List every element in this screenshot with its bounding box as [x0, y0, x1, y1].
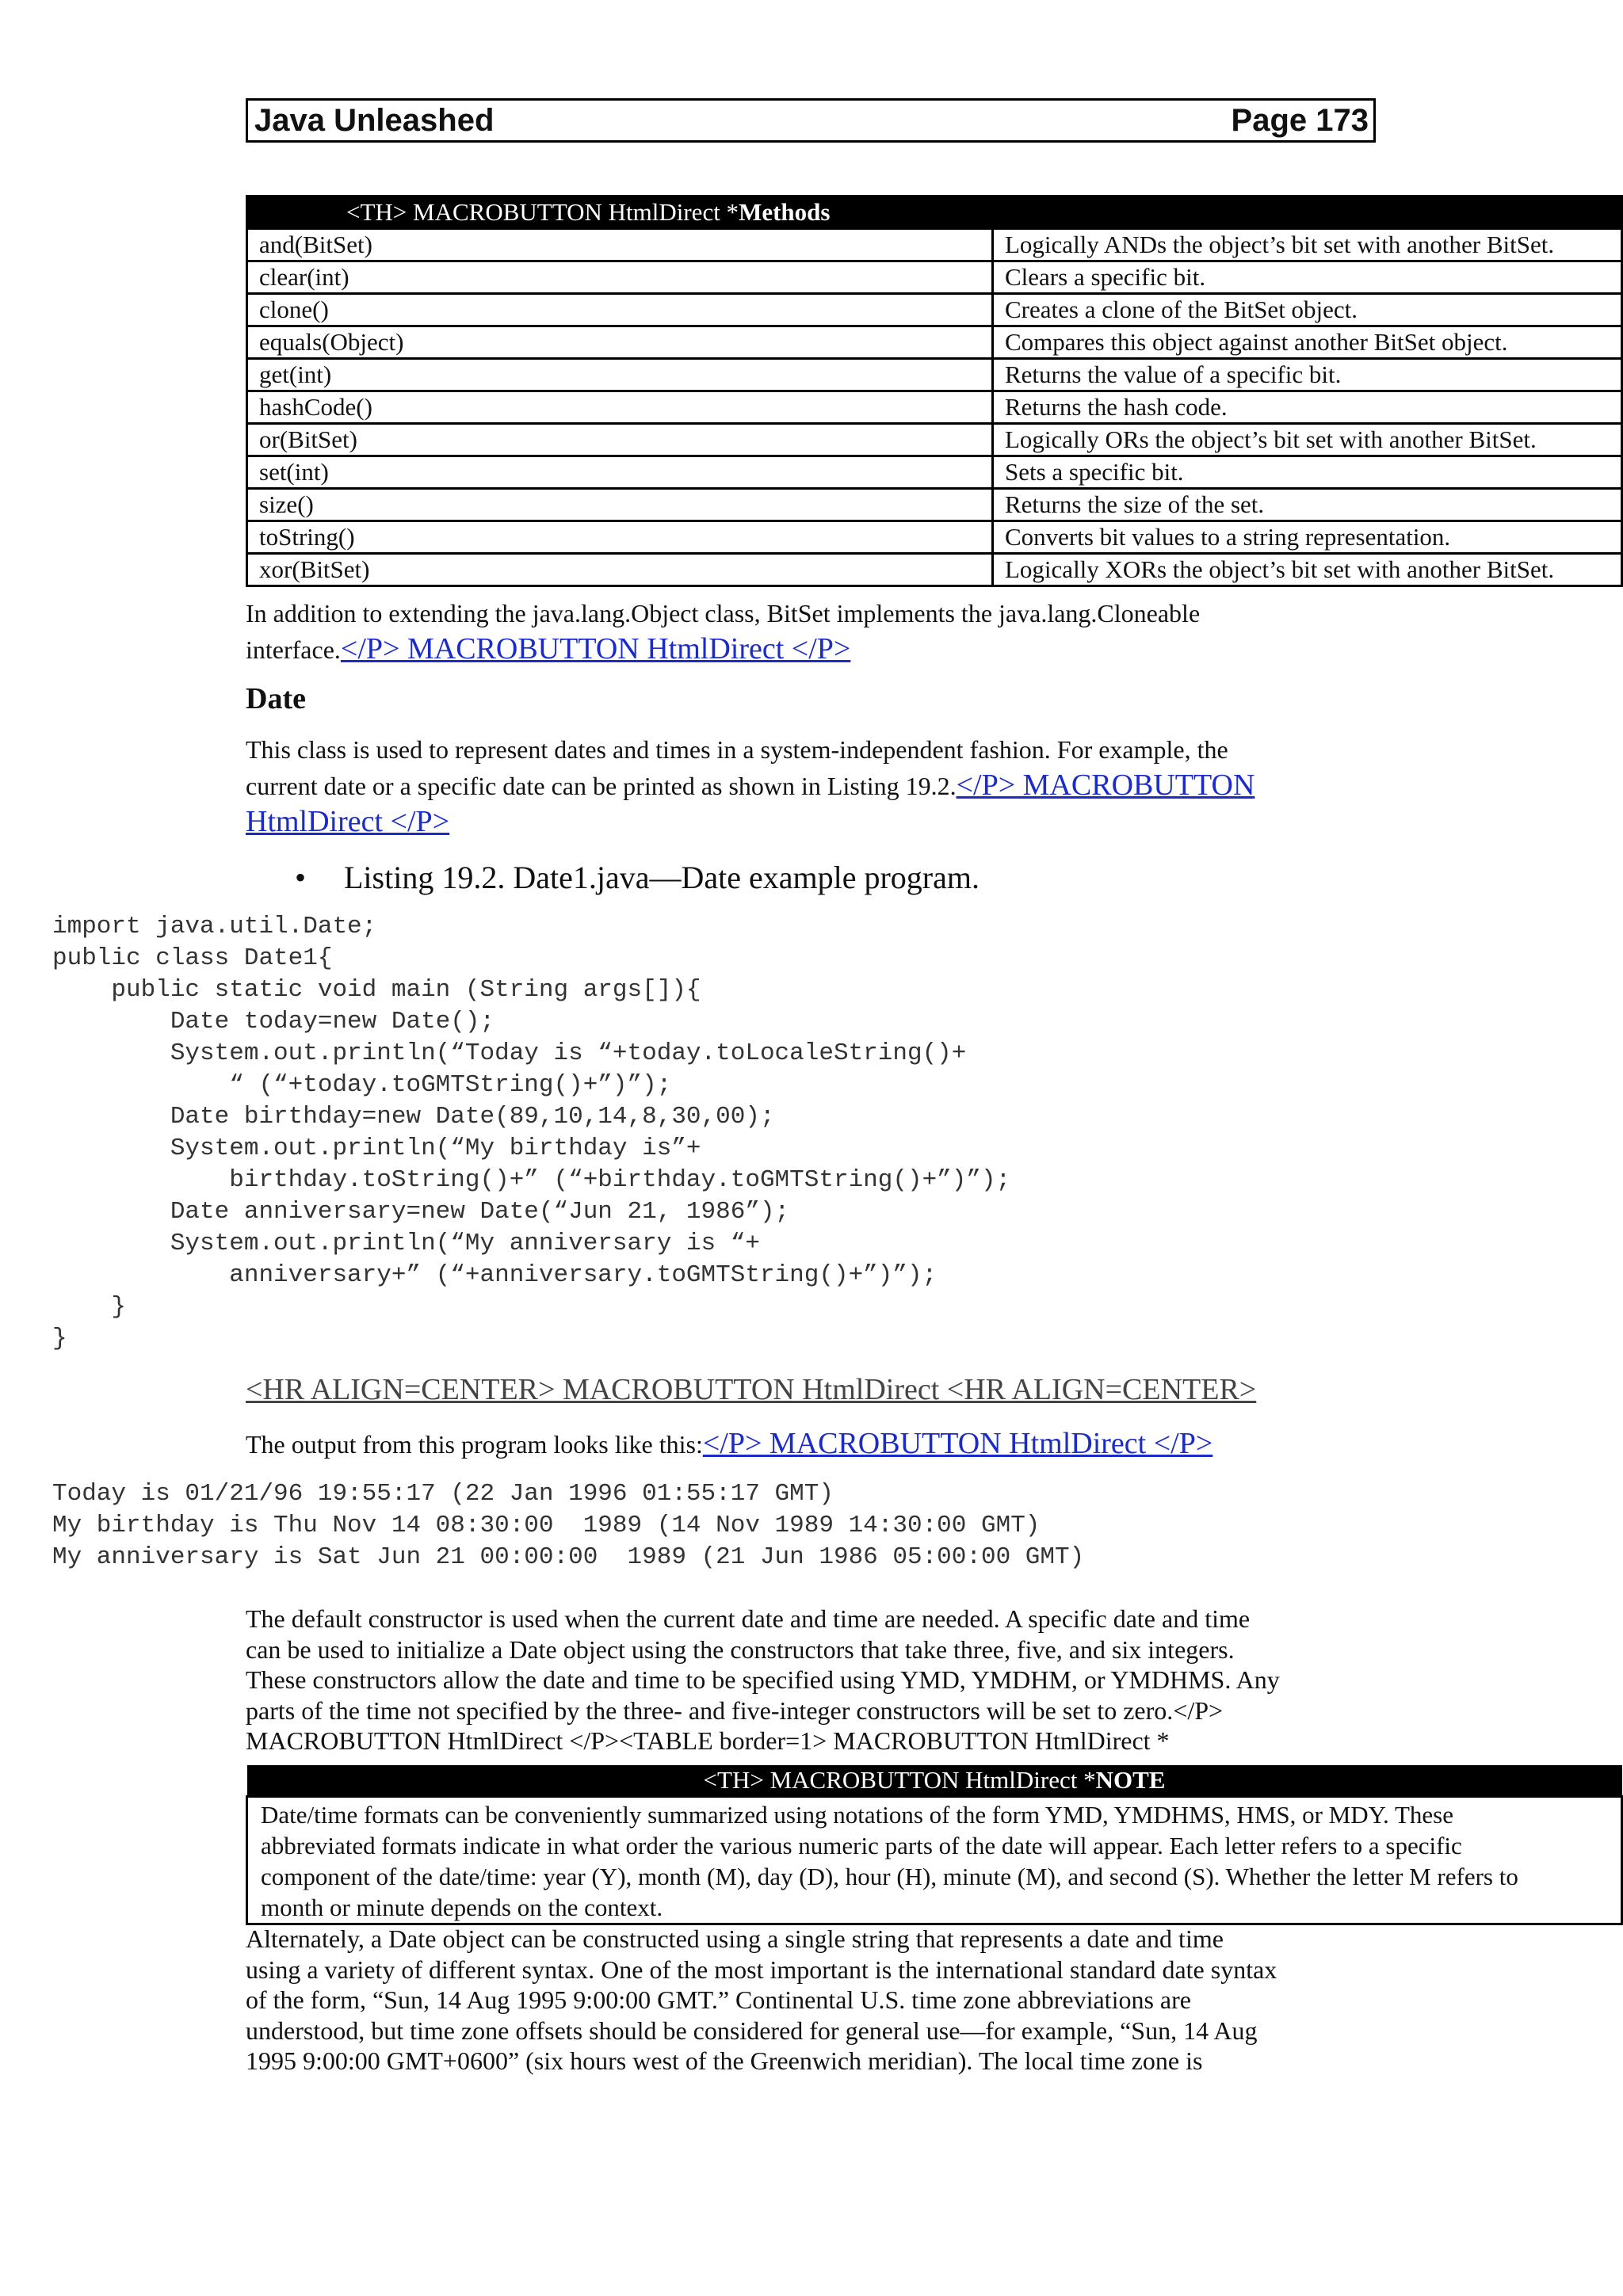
paragraph-line: These constructors allow the date and time to be specified using YMD, YMDHM, or YMDHMS. Any	[246, 1665, 1280, 1694]
method-description: Creates a clone of the BitSet object.	[993, 294, 1622, 326]
table-row	[247, 424, 1622, 456]
macrobutton-link[interactable]: </P> MACROBUTTON HtmlDirect </P>	[702, 1427, 1213, 1460]
method-description: Returns the size of the set.	[993, 489, 1622, 521]
bullet-icon: •	[295, 860, 307, 895]
table-row	[247, 456, 1622, 489]
page-header	[246, 98, 1376, 143]
methods-header-prefix: <TH> MACROBUTTON HtmlDirect *	[346, 198, 739, 226]
hr-macrobutton-line: <HR ALIGN=CENTER> MACROBUTTON HtmlDirect <HR ALIGN=CENTER>	[246, 1373, 1257, 1406]
paragraph-line: In addition to extending the java.lang.Object class, BitSet implements the java.lang.Cloneable	[246, 599, 1201, 627]
note-header-prefix: <TH> MACROBUTTON HtmlDirect *	[703, 1766, 1096, 1794]
table-row	[247, 261, 1622, 294]
table-row	[247, 326, 1622, 359]
table-row	[247, 521, 1622, 554]
method-description: Returns the hash code.	[993, 391, 1622, 424]
method-name: or(BitSet)	[247, 424, 993, 456]
note-line: month or minute depends on the context.	[261, 1894, 663, 1921]
program-output: Today is 01/21/96 19:55:17 (22 Jan 1996 01:55:17 GMT) My birthday is Thu Nov 14 08:30:00 1989 (14 Nov 1989 14:30:00 GMT) My anniversary is Sat Jun 21 00:00:00 1989 (21 Jun 1986 05:00:00 GMT)	[52, 1480, 1085, 1571]
section-heading-date: Date	[246, 682, 306, 715]
paragraph-line: Alternately, a Date object can be constructed using a single string that represents a date and time	[246, 1924, 1224, 1953]
table-row	[247, 489, 1622, 521]
method-description: Compares this object against another BitSet object.	[993, 326, 1622, 359]
paragraph-line: parts of the time not specified by the three- and five-integer constructors will be set to zero.</P>	[246, 1695, 1224, 1725]
method-name: xor(BitSet)	[247, 554, 993, 586]
method-name: and(BitSet)	[247, 229, 993, 261]
method-description: Logically ORs the object’s bit set with another BitSet.	[993, 424, 1622, 456]
paragraph-line: can be used to initialize a Date object using the constructors that take three, five, and six integers.	[246, 1634, 1235, 1664]
paragraph-line: The default constructor is used when the current date and time are needed. A specific date and time	[246, 1604, 1251, 1633]
method-description: Converts bit values to a string representation.	[993, 521, 1622, 554]
table-row	[247, 294, 1622, 326]
method-name: clear(int)	[247, 261, 993, 294]
method-description: Clears a specific bit.	[993, 261, 1622, 294]
table-row	[247, 359, 1622, 391]
note-body-cell	[247, 1797, 1622, 1924]
constructor-paragraph	[246, 1604, 1387, 1756]
method-name: toString()	[247, 521, 993, 554]
paragraph-line: using a variety of different syntax. One of the most important is the international standard date syntax	[246, 1955, 1277, 1984]
paragraph-line: This class is used to represent dates and times in a system-independent fashion. For example, the	[246, 735, 1228, 764]
method-description: Returns the value of a specific bit.	[993, 359, 1622, 391]
paragraph-line: of the form, “Sun, 14 Aug 1995 9:00:00 GMT.” Continental U.S. time zone abbreviations are	[246, 1985, 1191, 2014]
paragraph-line: 1995 9:00:00 GMT+0600” (six hours west of the Greenwich meridian). The local time zone is	[246, 2046, 1203, 2075]
note-line: component of the date/time: year (Y), month (M), day (D), hour (H), minute (M), and second (S). Whether the letter M refers to	[261, 1863, 1518, 1890]
method-description: Logically XORs the object’s bit set with another BitSet.	[993, 554, 1622, 586]
table-row	[247, 229, 1622, 261]
paragraph-line: interface.	[246, 635, 341, 664]
macrobutton-link[interactable]: </P> MACROBUTTON	[956, 769, 1255, 802]
listing-caption-text: Listing 19.2. Date1.java—Date example program.	[344, 860, 980, 895]
listing-caption	[295, 859, 980, 896]
paragraph-line: understood, but time zone offsets should be considered for general use—for example, “Sun, 14 Aug	[246, 2016, 1258, 2045]
paragraph-line: The output from this program looks like this:	[246, 1430, 703, 1459]
code-listing: import java.util.Date; public class Date1{ public static void main (String args[]){ Date today=new Date(); System.out.println(“Today is “+today.toLocaleString()+ “ (“+today.toGMTString()+”)”); Date birthday=new Date(89,10,14,8,30,00); System.out.println(“My birthday is”+ birthday.toString()+” (“+birthday.toGMTString()+”)”); Date anniversary=new Date(“Jun 21, 1986”); System.out.println(“My anniversary is “+ anniversary+” (“+anniversary.toGMTString()+”)”); } }	[52, 913, 1011, 1352]
table-row	[247, 554, 1622, 586]
paragraph-line: current date or a specific date can be printed as shown in Listing 19.2.	[246, 772, 957, 800]
note-header-cell	[247, 1765, 1622, 1797]
date-intro-paragraph	[246, 732, 1387, 841]
macrobutton-link[interactable]: </P> MACROBUTTON HtmlDirect </P>	[340, 632, 851, 666]
macrobutton-link[interactable]: HtmlDirect </P>	[246, 805, 450, 838]
string-constructor-paragraph	[246, 1924, 1387, 2077]
note-header-label: NOTE	[1095, 1766, 1166, 1794]
method-description: Sets a specific bit.	[993, 456, 1622, 489]
note-line: Date/time formats can be conveniently summarized using notations of the form YMD, YMDHMS, HMS, or MDY. These	[261, 1801, 1453, 1829]
table-row	[247, 391, 1622, 424]
note-table-header	[247, 1765, 1622, 1797]
method-name: hashCode()	[247, 391, 993, 424]
method-name: get(int)	[247, 359, 993, 391]
bitset-paragraph	[246, 596, 1387, 668]
method-name: size()	[247, 489, 993, 521]
note-body-row	[247, 1797, 1622, 1924]
methods-table	[246, 195, 1623, 587]
methods-header-cell	[247, 196, 1622, 229]
method-name: set(int)	[247, 456, 993, 489]
page-number: Page 173	[1231, 103, 1369, 138]
method-description: Logically ANDs the object’s bit set with another BitSet.	[993, 229, 1622, 261]
methods-header-label: Methods	[739, 198, 831, 226]
note-table	[246, 1765, 1623, 1925]
book-title: Java Unleashed	[254, 103, 495, 138]
note-line: abbreviated formats indicate in what order the various numeric parts of the date will appear. Each letter refers to a specific	[261, 1832, 1462, 1859]
output-intro	[246, 1426, 1387, 1463]
methods-table-header	[247, 196, 1622, 229]
method-name: equals(Object)	[247, 326, 993, 359]
method-name: clone()	[247, 294, 993, 326]
paragraph-line: MACROBUTTON HtmlDirect </P><TABLE border=1> MACROBUTTON HtmlDirect *	[246, 1726, 1170, 1755]
